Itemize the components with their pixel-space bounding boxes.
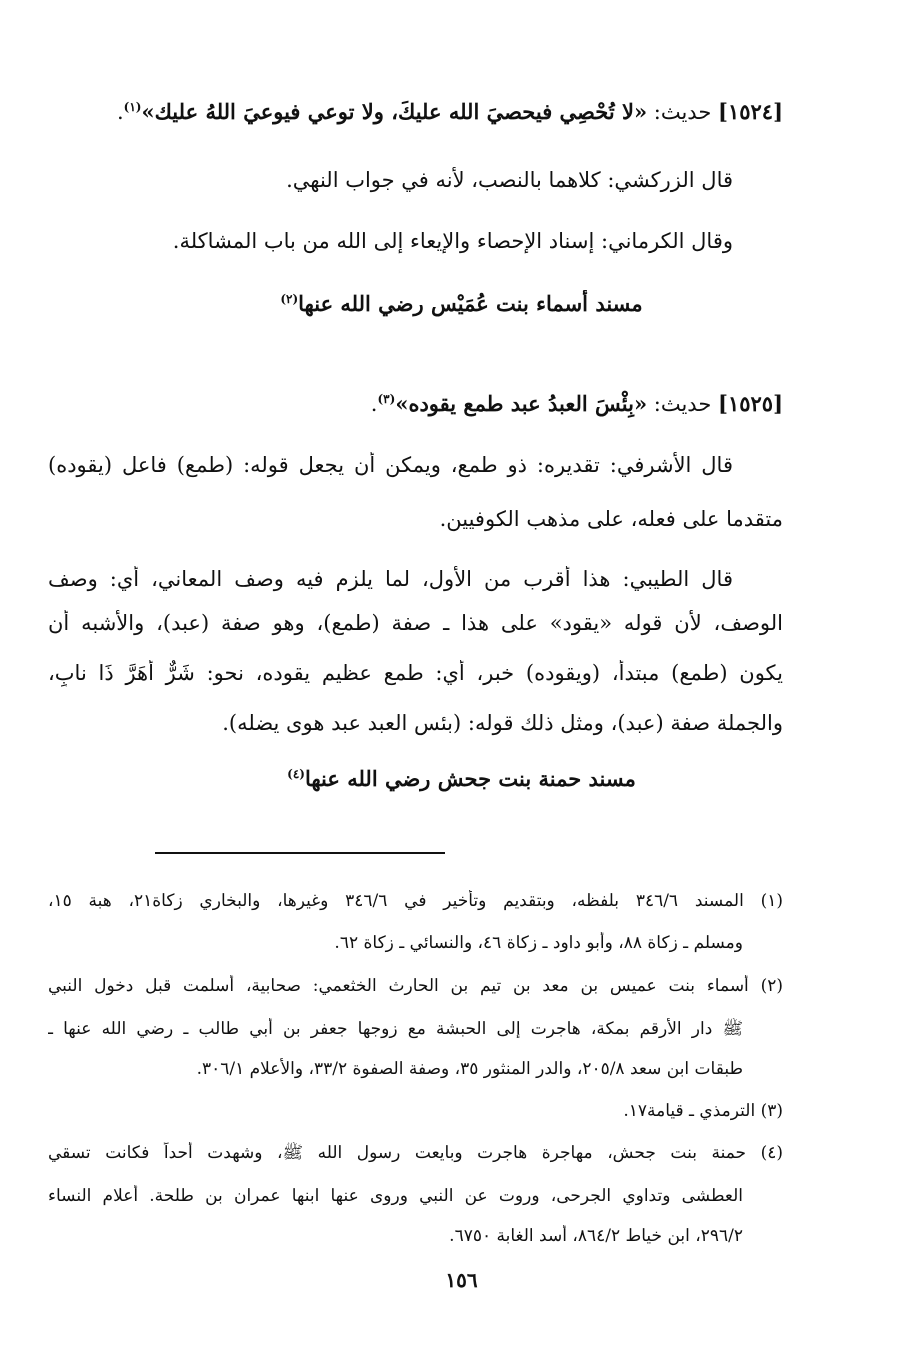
footnote-1-line-2: ومسلم ـ زكاة ٨٨، وأبو داود ـ زكاة ٤٦، والنسائي ـ زكاة ٦٢. (334, 933, 743, 953)
footnote-ref: (٣) (377, 392, 396, 406)
page-number: ١٥٦ (445, 1268, 478, 1292)
footnote-separator (155, 852, 445, 854)
hadith-text: «بِئْسَ العبدُ عبد طمع يقوده» (395, 391, 648, 416)
hadith-1525 (40, 390, 783, 418)
hadith-text: «لا تُحْصِي فيحصيَ الله عليكَ، ولا توعي فيوعيَ اللهُ عليك» (141, 99, 648, 124)
commentary-ashrafi-line-1: قال الأشرفي: تقديره: ذو طمع، ويمكن أن يجعل قوله: (طمع) فاعل (يقوده) (48, 453, 733, 477)
sentence-end: . (370, 392, 378, 416)
hadith-number: [١٥٢٤] (718, 99, 783, 124)
commentary-tibi-line-1: قال الطيبي: هذا أقرب من الأول، لما يلزم فيه وصف المعاني، أي: وصف (48, 567, 733, 591)
sentence-end: . (116, 100, 124, 124)
commentary-zarkashi: قال الزركشي: كلاهما بالنصب، لأنه في جواب النهي. (286, 168, 733, 192)
footnote-3-line-1: (٣) الترمذي ـ قيامة١٧. (623, 1101, 783, 1121)
footnote-4-line-3: ٢٩٦/٢، ابن خياط ٨٦٤/٢، أسد الغابة ٦٧٥٠. (449, 1226, 743, 1246)
section-heading-asma (0, 290, 923, 317)
commentary-ashrafi-line-2: متقدما على فعله، على مذهب الكوفيين. (439, 507, 783, 531)
footnote-2-line-1: (٢) أسماء بنت عميس بن معد بن تيم بن الحارث الخثعمي: صحابية، أسلمت قبل دخول النبي (48, 976, 783, 996)
hadith-1524 (40, 98, 783, 126)
hadith-prefix: حديث: (653, 100, 712, 124)
commentary-tibi-line-2: الوصف، لأن قوله «يقود» على هذا ـ صفة (طمع)، وهو صفة (عبد)، والأشبه أن (48, 611, 783, 635)
footnote-2-line-3: طبقات ابن سعد ٢٠٥/٨، والدر المنثور ٣٥، وصفة الصفوة ٣٣/٢، والأعلام ٣٠٦/١. (196, 1059, 743, 1079)
footnote-ref: (٢) (280, 292, 299, 306)
hadith-prefix: حديث: (653, 392, 712, 416)
footnote-1-line-1: (١) المسند ٣٤٦/٦ بلفظه، وبتقديم وتأخير في ٣٤٦/٦ وغيرها، والبخاري زكاة٢١، هبة ١٥، (48, 891, 783, 911)
footnote-ref: (١) (123, 100, 142, 114)
section-heading-hamna (0, 765, 923, 792)
commentary-kirmani: وقال الكرماني: إسناد الإحصاء والإيعاء إلى الله من باب المشاكلة. (172, 229, 733, 253)
hadith-number: [١٥٢٥] (718, 391, 783, 416)
footnote-4-line-2: العطشى وتداوي الجرحى، وروت عن النبي وروى عنها ابنها عمران بن طلحة. أعلام النساء (48, 1186, 743, 1206)
commentary-tibi-line-4: والجملة صفة (عبد)، ومثل ذلك قوله: (بئس العبد عبد هوى يضله). (222, 711, 783, 735)
footnote-2-line-2: ﷺ دار الأرقم بمكة، هاجرت إلى الحبشة مع زوجها جعفر بن أبي طالب ـ رضي الله عنها ـ (48, 1019, 743, 1039)
commentary-tibi-line-3: يكون (طمع) مبتدأ، (ويقوده) خبر، أي: طمع عظيم يقوده، نحو: شَرٌّ أَهَرَّ ذَا نابٍ، (48, 661, 783, 685)
section-title: مسند أسماء بنت عُمَيْس رضي الله عنها (298, 291, 643, 316)
section-title: مسند حمنة بنت جحش رضي الله عنها (304, 766, 636, 791)
footnote-4-line-1: (٤) حمنة بنت جحش، مهاجرة هاجرت وبايعت رسول الله ﷺ، وشهدت أحداً فكانت تسقي (48, 1143, 783, 1163)
footnote-ref: (٤) (287, 767, 305, 781)
